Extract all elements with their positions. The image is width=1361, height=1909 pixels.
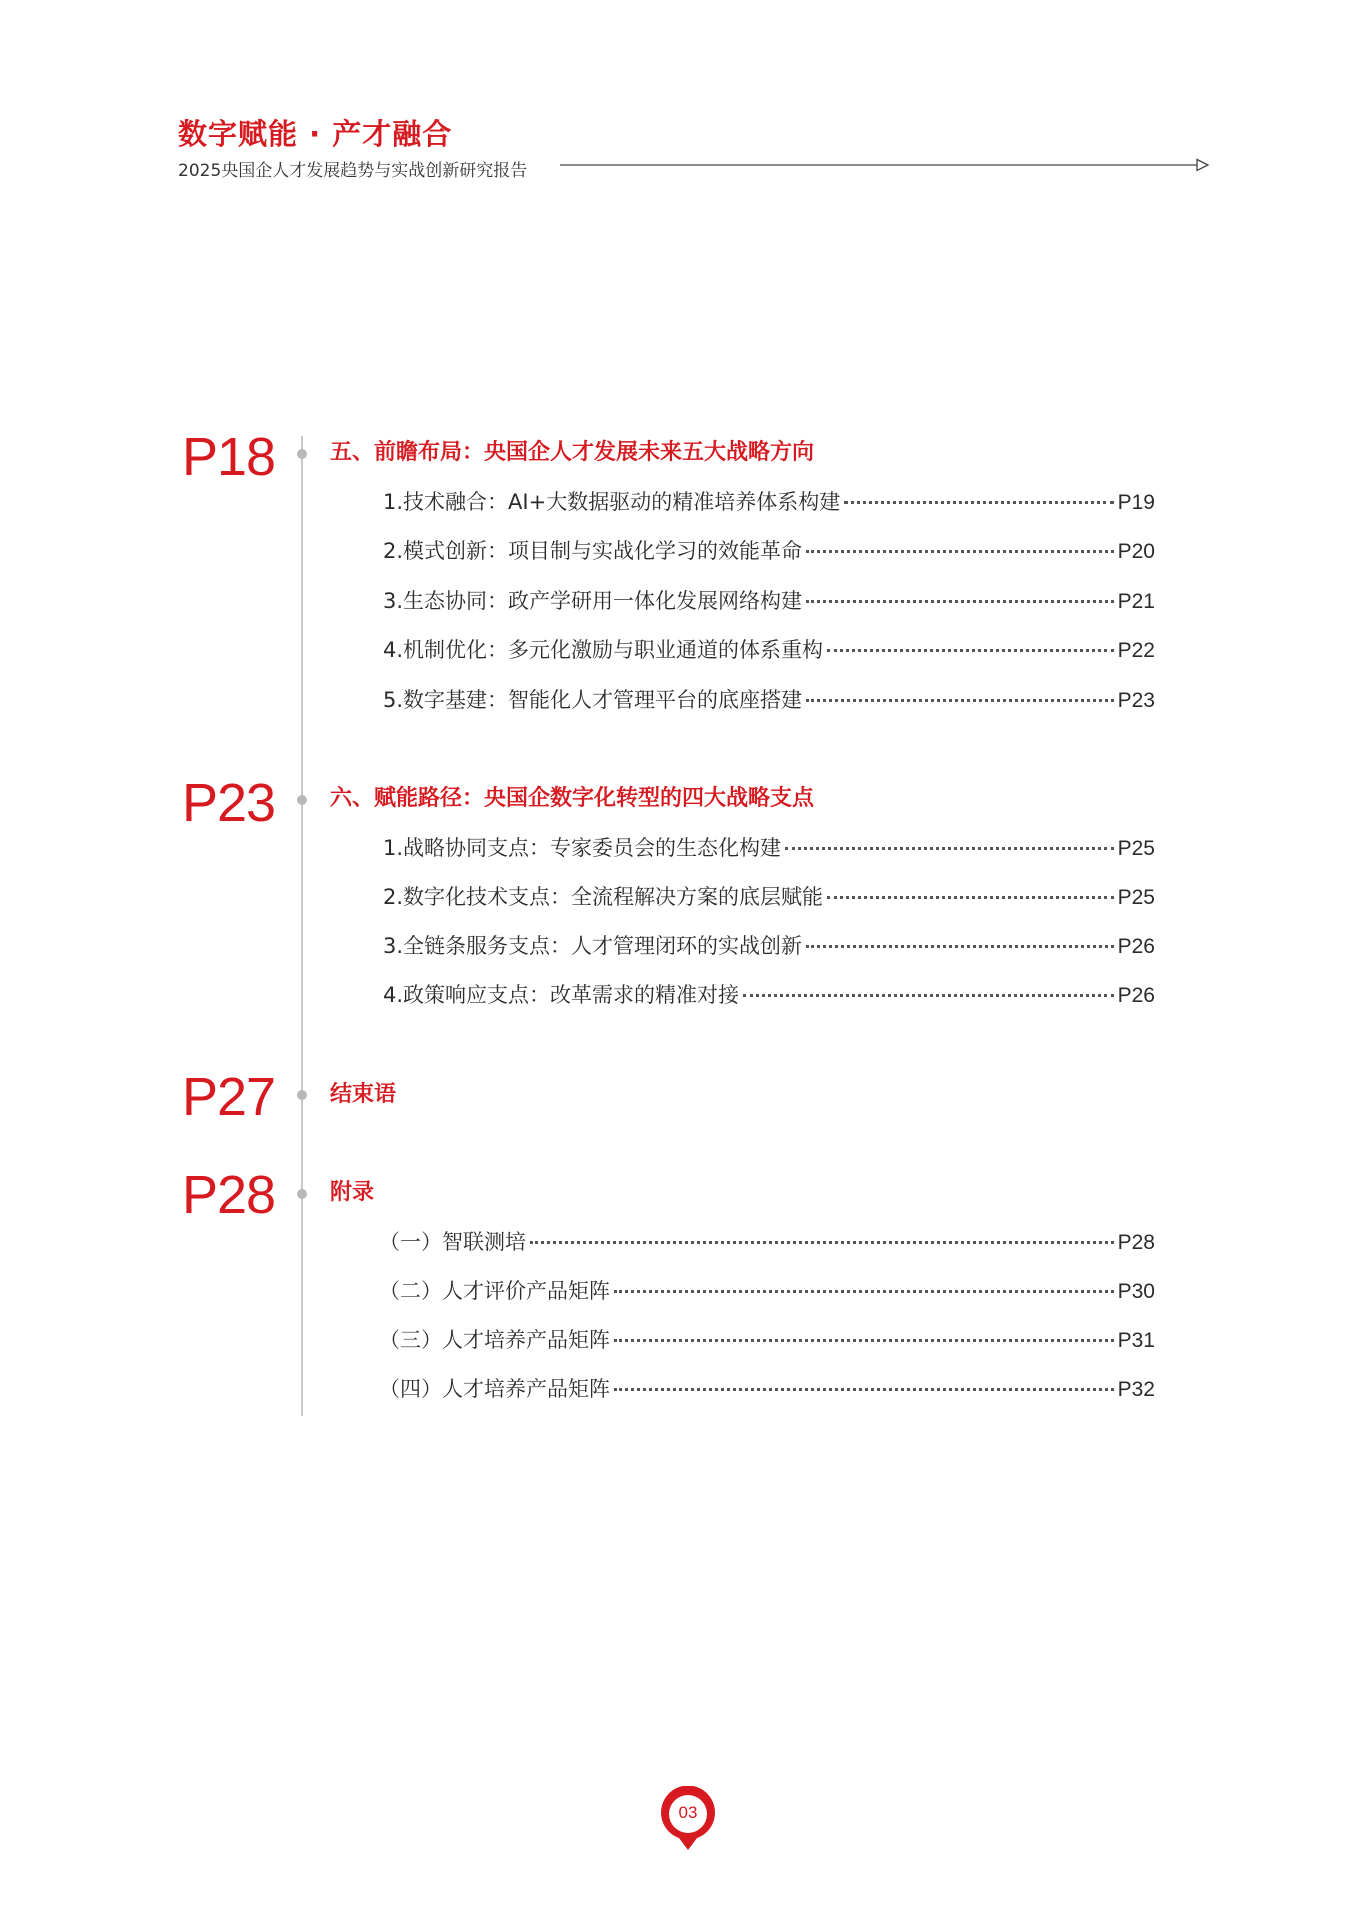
toc-item-label: （四）人才培养产品矩阵 — [379, 1377, 610, 1401]
toc-item-page: P32 — [1117, 1378, 1155, 1401]
timeline-dot — [297, 1189, 307, 1199]
toc-item-page: P26 — [1117, 935, 1155, 958]
toc-item-label: 2.数字化技术支点：全流程解决方案的底层赋能 — [383, 885, 824, 909]
toc-item-page: P25 — [1117, 886, 1155, 909]
dot-leader — [614, 1387, 1114, 1391]
toc-item[interactable] — [379, 1276, 1155, 1306]
section-title[interactable]: 结束语 — [330, 1082, 397, 1107]
toc-item[interactable] — [383, 931, 1155, 961]
section-page-number: P18 — [182, 427, 276, 487]
toc-item[interactable] — [383, 833, 1155, 863]
report-subtitle: 2025央国企人才发展趋势与实战创新研究报告 — [178, 161, 528, 181]
toc-item[interactable] — [383, 586, 1155, 616]
toc-item-page: P19 — [1117, 491, 1155, 514]
dot-leader — [827, 648, 1114, 652]
timeline-dot — [297, 795, 307, 805]
toc-item-label: 3.全链条服务支点：人才管理闭环的实战创新 — [383, 934, 803, 958]
toc-item[interactable] — [383, 635, 1155, 665]
dot-leader — [743, 993, 1114, 997]
dot-leader — [785, 846, 1114, 850]
dot-leader — [806, 944, 1114, 948]
toc-item-label: 1.战略协同支点：专家委员会的生态化构建 — [383, 836, 782, 860]
toc-item-page: P30 — [1117, 1280, 1155, 1303]
toc-item[interactable] — [383, 882, 1155, 912]
arrow-right-icon — [560, 158, 1210, 172]
toc-item[interactable] — [383, 487, 1155, 517]
dot-leader — [614, 1338, 1114, 1342]
toc-item-page: P20 — [1117, 540, 1155, 563]
section-title[interactable]: 六、赋能路径：央国企数字化转型的四大战略支点 — [330, 786, 815, 811]
toc-item-label: 1.技术融合：AI+大数据驱动的精准培养体系构建 — [383, 490, 841, 514]
toc-item-label: 2.模式创新：项目制与实战化学习的效能革命 — [383, 539, 803, 563]
section-title[interactable]: 附录 — [330, 1180, 375, 1205]
toc-item[interactable] — [383, 685, 1155, 715]
dot-leader — [614, 1289, 1114, 1293]
toc-item-label: 3.生态协同：政产学研用一体化发展网络构建 — [383, 589, 803, 613]
dot-leader — [806, 549, 1114, 553]
dot-leader — [806, 599, 1114, 603]
toc-item-page: P31 — [1117, 1329, 1155, 1352]
toc-item-label: （一）智联测培 — [379, 1230, 526, 1254]
section-title[interactable]: 五、前瞻布局：央国企人才发展未来五大战略方向 — [330, 440, 815, 465]
toc-item-page: P28 — [1117, 1231, 1155, 1254]
dot-leader — [806, 698, 1114, 702]
dot-leader — [827, 895, 1114, 899]
toc-item[interactable] — [379, 1374, 1155, 1404]
toc-item-page: P21 — [1117, 590, 1155, 613]
toc-item[interactable] — [379, 1227, 1155, 1257]
section-page-number: P23 — [182, 773, 276, 833]
toc-item[interactable] — [383, 536, 1155, 566]
toc-item-label: 5.数字基建：智能化人才管理平台的底座搭建 — [383, 688, 803, 712]
dot-leader — [844, 500, 1113, 504]
timeline-dot — [297, 449, 307, 459]
toc-item-label: 4.机制优化：多元化激励与职业通道的体系重构 — [383, 638, 824, 662]
toc-item-page: P25 — [1117, 837, 1155, 860]
report-title: 数字赋能 · 产才融合 — [178, 117, 453, 151]
toc-item-label: （二）人才评价产品矩阵 — [379, 1279, 610, 1303]
toc-item-label: （三）人才培养产品矩阵 — [379, 1328, 610, 1352]
toc-item-page: P22 — [1117, 639, 1155, 662]
page-number: 03 — [678, 1803, 698, 1822]
timeline-line — [301, 436, 303, 1416]
toc-item-page: P23 — [1117, 689, 1155, 712]
timeline-dot — [297, 1090, 307, 1100]
toc-item[interactable] — [379, 1325, 1155, 1355]
toc-item[interactable] — [383, 980, 1155, 1010]
section-page-number: P27 — [182, 1067, 276, 1127]
dot-leader — [530, 1240, 1114, 1244]
section-page-number: P28 — [182, 1165, 276, 1225]
toc-item-page: P26 — [1117, 984, 1155, 1007]
page-number-badge — [658, 1786, 718, 1852]
toc-item-label: 4.政策响应支点：改革需求的精准对接 — [383, 983, 740, 1007]
